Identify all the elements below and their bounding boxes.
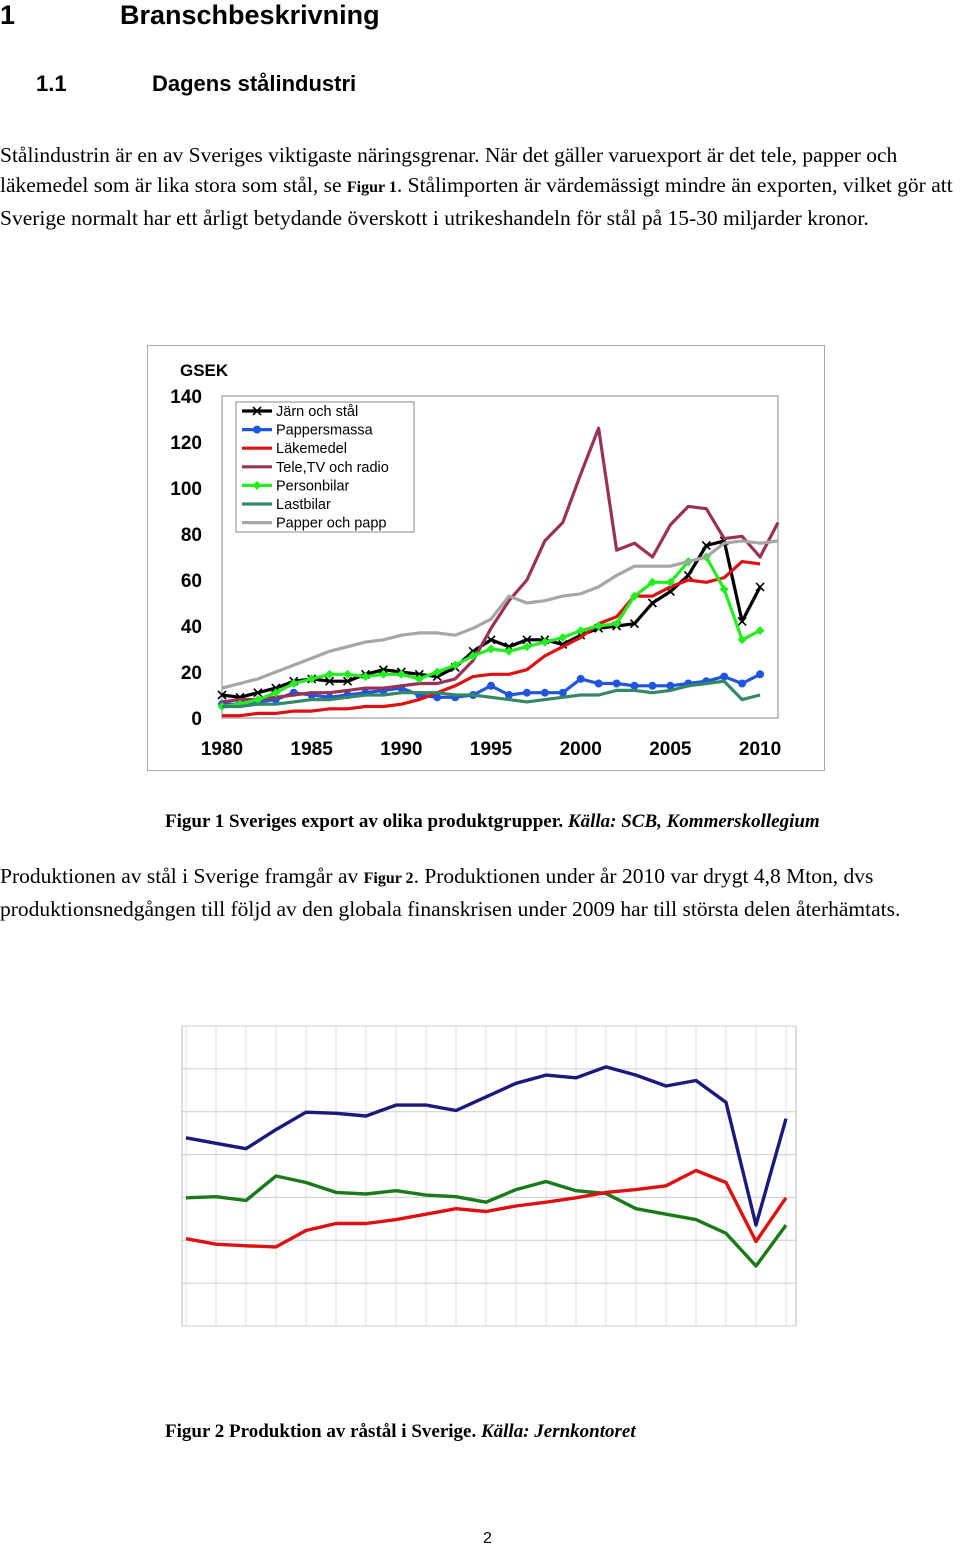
paragraph-1-text-a: Stålindustrin är en av Sveriges viktigaste näringsgrenar. När det gäller varuexport är det tele, papper och läkemedel som är lika stora som stål, se <box>0 143 898 197</box>
legend-label-personbilar: Personbilar <box>276 478 350 495</box>
heading-2 <box>36 71 356 97</box>
export-chart <box>147 345 825 771</box>
page-number: 2 <box>483 1530 492 1547</box>
point-pappersmassa <box>487 682 495 690</box>
figure-2-caption-source: Källa: Jernkontoret <box>480 1421 636 1442</box>
figure-1-reference: Figur 1 <box>346 179 397 196</box>
legend-marker-pappersmassa <box>253 426 261 434</box>
legend-label-tele-tv-och-radio: Tele,TV och radio <box>276 459 389 476</box>
heading-1-number: 1 <box>0 0 16 30</box>
y-axis-unit-label: GSEK <box>180 361 229 380</box>
y-tick-label: 140 <box>170 387 202 408</box>
figure-1-caption-label: Figur 1 Sveriges export av olika produktgrupper. <box>165 811 568 832</box>
heading-2-number: 1.1 <box>36 71 67 96</box>
legend-label-papper-och-papp: Papper och papp <box>276 515 387 532</box>
point-pappersmassa <box>738 680 746 688</box>
y-tick-label: 20 <box>180 663 202 684</box>
point-pappersmassa <box>541 689 549 697</box>
y-tick-label: 0 <box>191 709 202 730</box>
figure-1-caption <box>165 811 820 833</box>
x-tick-label: 1980 <box>200 739 244 760</box>
export-chart-svg <box>148 346 824 770</box>
point-pappersmassa <box>720 673 728 681</box>
point-pappersmassa <box>577 675 585 683</box>
x-tick-label: 2005 <box>649 739 692 760</box>
production-chart-svg <box>176 1022 800 1362</box>
point-pappersmassa <box>595 680 603 688</box>
heading-1-title: Branschbeskrivning <box>120 0 380 30</box>
point-pappersmassa <box>756 670 764 678</box>
heading-1 <box>0 0 380 31</box>
legend-label-l-kemedel: Läkemedel <box>276 441 347 458</box>
x-tick-label: 1985 <box>290 739 333 760</box>
point-pappersmassa <box>648 682 656 690</box>
y-tick-label: 40 <box>180 617 202 638</box>
heading-2-title: Dagens stålindustri <box>152 71 357 96</box>
y-tick-label: 100 <box>170 479 202 500</box>
x-tick-label: 1995 <box>469 739 513 760</box>
legend-label-lastbilar: Lastbilar <box>276 497 331 513</box>
paragraph-1-text-b: . Stålimporten är värdemässigt mindre än exporten, vilket gör att Sverige normalt har ett årligt betydande överskott i utrikeshandeln för stål på 15-30 miljarder kronor. <box>0 173 953 230</box>
y-tick-label: 80 <box>180 525 202 546</box>
figure-2-reference: Figur 2 <box>363 870 414 887</box>
point-pappersmassa <box>613 680 621 688</box>
production-chart <box>176 1022 800 1362</box>
point-pappersmassa <box>631 682 639 690</box>
y-tick-label: 120 <box>170 433 202 454</box>
point-pappersmassa <box>523 689 531 697</box>
figure-1-caption-source: Källa: SCB, Kommerskollegium <box>567 811 820 832</box>
x-tick-label: 1990 <box>380 739 423 760</box>
figure-2-caption <box>165 1421 636 1443</box>
paragraph-2-text-b: . Produktionen under år 2010 var drygt 4,8 Mton, dvs produktionsnedgången till följd av den globala finanskrisen under 2009 har till största delen återhämtats. <box>0 864 901 921</box>
paragraph-1 <box>0 140 960 233</box>
x-tick-label: 2000 <box>559 739 602 760</box>
paragraph-2-text-a: Produktionen av stål i Sverige framgår av <box>0 864 364 888</box>
x-tick-label: 2010 <box>738 739 782 760</box>
legend-label-pappersmassa: Pappersmassa <box>276 422 373 439</box>
figure-2-caption-label: Figur 2 Produktion av råstål i Sverige. <box>165 1421 481 1442</box>
legend-label-j-rn-och-st-l: Järn och stål <box>276 404 359 420</box>
paragraph-2 <box>0 861 960 924</box>
y-tick-label: 60 <box>180 571 202 592</box>
